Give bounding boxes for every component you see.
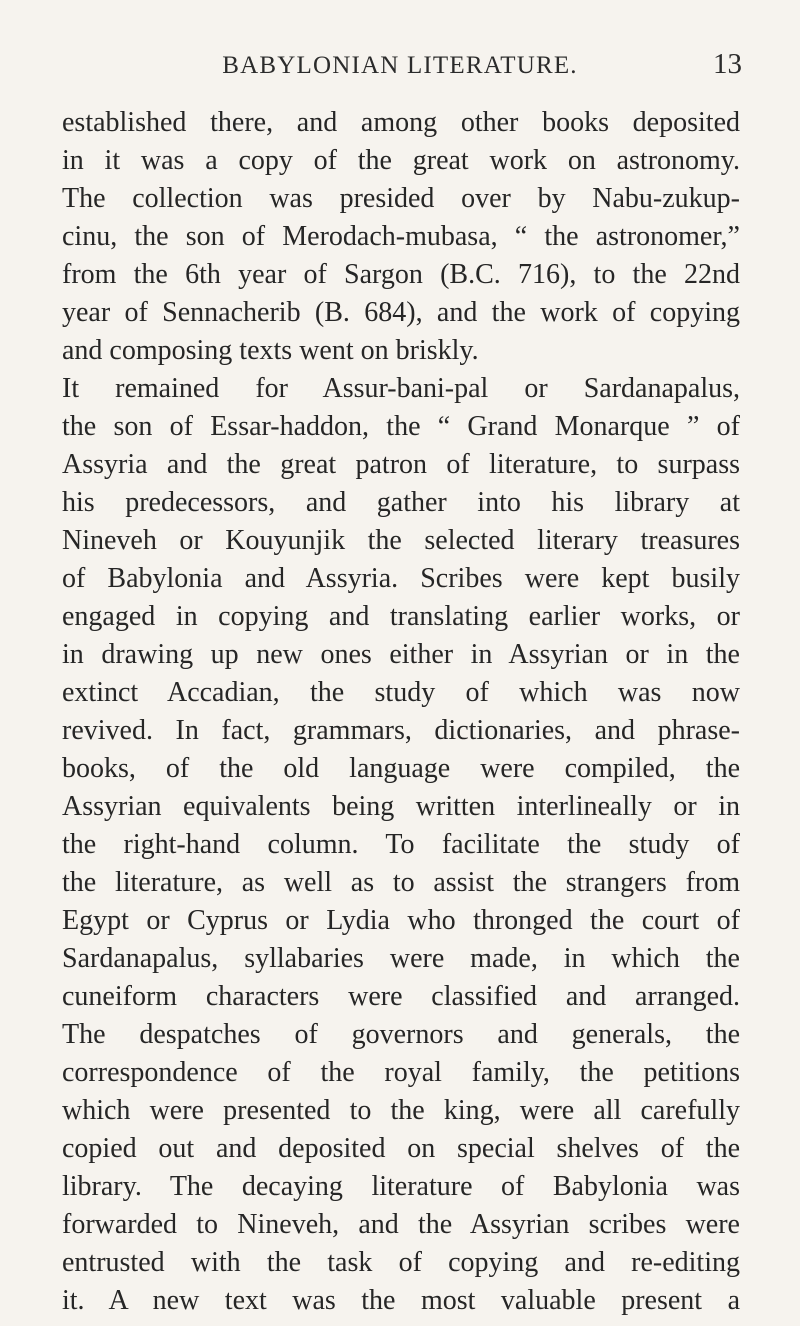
running-head: [0, 48, 800, 92]
text-line: The despatches of governors and generals, the: [62, 1019, 740, 1050]
text-line: from the 6th year of Sargon (B.C. 716), to the 22nd: [62, 259, 740, 290]
text-line: Sardanapalus, syllabaries were made, in which the: [62, 943, 740, 974]
text-line: It remained for Assur-bani-pal or Sardanapalus,: [62, 373, 740, 404]
text-line: entrusted with the task of copying and re-editing: [62, 1247, 740, 1278]
text-line: cinu, the son of Merodach-mubasa, “ the astronomer,”: [62, 221, 740, 252]
text-line: extinct Accadian, the study of which was now: [62, 677, 740, 708]
text-line: it. A new text was the most valuable present a: [62, 1285, 740, 1316]
page-number: 13: [713, 48, 742, 80]
text-line: and composing texts went on briskly.: [62, 335, 479, 366]
text-line: established there, and among other books deposited: [62, 107, 740, 138]
text-line: engaged in copying and translating earlier works, or: [62, 601, 740, 632]
text-line: which were presented to the king, were all carefully: [62, 1095, 740, 1126]
text-line: the literature, as well as to assist the strangers from: [62, 867, 740, 898]
text-line: copied out and deposited on special shelves of the: [62, 1133, 740, 1164]
text-line: The collection was presided over by Nabu-zukup-: [62, 183, 740, 214]
text-line: Egypt or Cyprus or Lydia who thronged the court of: [62, 905, 740, 936]
text-line: in drawing up new ones either in Assyrian or in the: [62, 639, 740, 670]
text-line: forwarded to Nineveh, and the Assyrian scribes were: [62, 1209, 740, 1240]
text-line: revived. In fact, grammars, dictionaries, and phrase-: [62, 715, 740, 746]
body-text: [62, 104, 740, 1320]
text-line: cuneiform characters were classified and arranged.: [62, 981, 740, 1012]
text-line: in it was a copy of the great work on astronomy.: [62, 145, 740, 176]
text-line: the son of Essar-haddon, the “ Grand Monarque ” of: [62, 411, 740, 442]
text-line: year of Sennacherib (B. 684), and the work of copying: [62, 297, 740, 328]
text-line: Nineveh or Kouyunjik the selected literary treasures: [62, 525, 740, 556]
text-line: of Babylonia and Assyria. Scribes were kept busily: [62, 563, 740, 594]
text-line: his predecessors, and gather into his library at: [62, 487, 740, 518]
text-line: Assyrian equivalents being written interlineally or in: [62, 791, 740, 822]
text-line: books, of the old language were compiled, the: [62, 753, 740, 784]
text-line: correspondence of the royal family, the petitions: [62, 1057, 740, 1088]
text-line: the right-hand column. To facilitate the study of: [62, 829, 740, 860]
text-line: Assyria and the great patron of literature, to surpass: [62, 449, 740, 480]
running-title: BABYLONIAN LITERATURE.: [222, 52, 578, 79]
text-line: library. The decaying literature of Babylonia was: [62, 1171, 740, 1202]
